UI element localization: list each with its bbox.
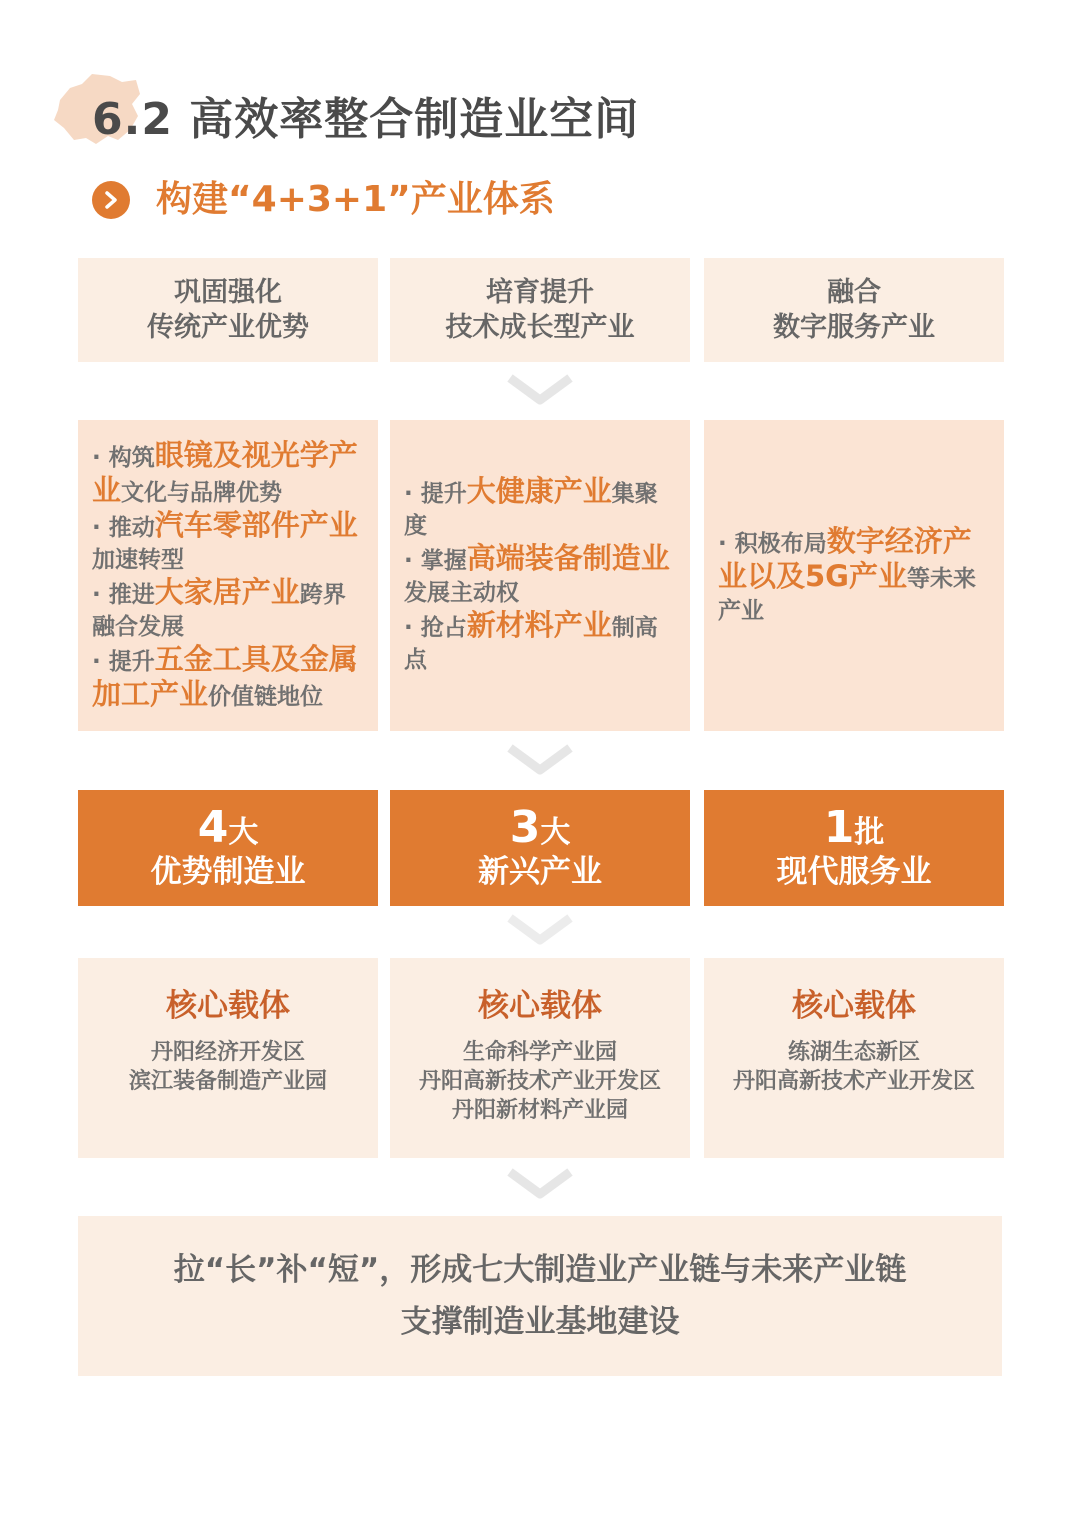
chevron-down-icon xyxy=(506,1166,574,1204)
carrier-title: 核心载体 xyxy=(792,988,916,1024)
summary-box-advantage-manufacturing xyxy=(78,790,378,906)
chevron-down-icon xyxy=(506,912,574,950)
list-item: · 提升大健康产业集聚度 xyxy=(404,474,658,539)
conclusion-box xyxy=(78,1216,1002,1376)
carrier-item: 丹阳高新技术产业开发区 xyxy=(418,1069,661,1094)
chevron-right-icon xyxy=(92,181,130,219)
list-item: · 构筑眼镜及视光学产业文化与品牌优势 xyxy=(92,437,358,507)
column-head-tech-growth xyxy=(390,258,690,362)
carrier-item: 丹阳新材料产业园 xyxy=(451,1098,628,1123)
subtitle-text: 构建“4+3+1”产业体系 xyxy=(156,179,555,220)
carrier-box-1 xyxy=(78,958,378,1158)
head-line-2: 技术成长型产业 xyxy=(445,312,635,343)
summary-label: 新兴产业 xyxy=(478,854,602,890)
chevron-down-icon xyxy=(506,742,574,780)
carrier-title: 核心载体 xyxy=(478,988,602,1024)
conclusion-line-2: 支撑制造业基地建设 xyxy=(400,1304,680,1340)
carrier-box-2 xyxy=(390,958,690,1158)
summary-box-modern-service xyxy=(704,790,1004,906)
summary-box-emerging-industry xyxy=(390,790,690,906)
carrier-item: 练湖生态新区 xyxy=(787,1040,920,1065)
carrier-item: 滨江装备制造产业园 xyxy=(128,1069,327,1094)
detail-box-tech-growth xyxy=(390,420,690,731)
head-line-2: 传统产业优势 xyxy=(147,312,309,343)
page-title: 6.2 高效率整合制造业空间 xyxy=(92,94,640,145)
list-item: · 掌握高端装备制造业发展主动权 xyxy=(404,541,670,606)
carrier-title: 核心载体 xyxy=(166,988,290,1024)
head-line-1: 培育提升 xyxy=(486,277,594,308)
carrier-item: 丹阳高新技术产业开发区 xyxy=(732,1069,975,1094)
carrier-item: 丹阳经济开发区 xyxy=(150,1040,305,1065)
section-subtitle xyxy=(92,176,555,224)
list-item: · 推动汽车零部件产业加速转型 xyxy=(92,507,358,573)
list-item: · 积极布局数字经济产业以及5G产业等未来产业 xyxy=(718,523,976,624)
head-line-1: 巩固强化 xyxy=(174,277,282,308)
summary-count: 1批 xyxy=(823,802,885,853)
carrier-item: 生命科学产业园 xyxy=(462,1040,617,1065)
list-item: · 提升五金工具及金属加工产业价值链地位 xyxy=(92,641,358,711)
detail-box-digital-service xyxy=(704,420,1004,731)
list-item: · 抢占新材料产业制高点 xyxy=(404,608,658,673)
column-head-digital-service xyxy=(704,258,1004,362)
carrier-box-3 xyxy=(704,958,1004,1158)
detail-box-traditional xyxy=(78,420,378,731)
list-item: · 推进大家居产业跨界融合发展 xyxy=(92,574,346,640)
summary-count: 3大 xyxy=(509,802,571,853)
chevron-down-icon xyxy=(506,372,574,410)
summary-label: 优势制造业 xyxy=(150,854,306,890)
summary-label: 现代服务业 xyxy=(776,854,932,890)
column-head-traditional xyxy=(78,258,378,362)
conclusion-line-1: 拉“长”补“短”，形成七大制造业产业链与未来产业链 xyxy=(173,1252,907,1288)
head-line-2: 数字服务产业 xyxy=(773,312,935,343)
summary-count: 4大 xyxy=(197,802,259,853)
head-line-1: 融合 xyxy=(827,277,881,308)
